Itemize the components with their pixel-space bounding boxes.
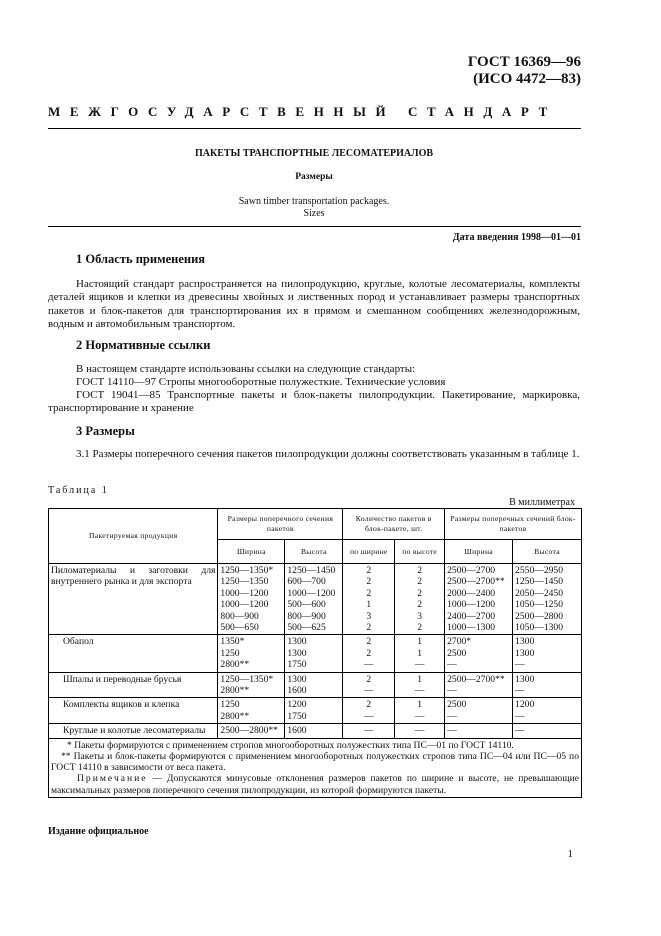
section-2-heading: 2 Нормативные ссылки [76, 338, 211, 352]
cell-by-width: 2 — [343, 672, 395, 698]
cell-block-height: 1300 — [513, 672, 582, 698]
header-rule [48, 128, 581, 129]
cell-product: Пиломатериалы и заготовки для внутреннего рынка и для экспорта [49, 564, 218, 635]
table-header-row-1 [49, 509, 582, 540]
cell-block-width: 2700* 2500 — [445, 635, 513, 672]
cell-block-height: — [513, 724, 582, 738]
cell-width: 1350* 1250 2800** [218, 635, 285, 672]
cell-height: 1300 1600 [285, 672, 343, 698]
page-number: 1 [567, 848, 573, 860]
cell-height: 1300 1300 1750 [285, 635, 343, 672]
table-remark [51, 773, 579, 795]
cell-by-width: — [343, 724, 395, 738]
section-2-ref2: ГОСТ 19041—85 Транспортные пакеты и блок-пакеты пилопродукции. Пакетирование, маркировка, транспортирование и хранение [48, 389, 580, 415]
cell-block-height: 1300 1300 — [513, 635, 582, 672]
cell-width: 2500—2800** [218, 724, 285, 738]
cell-by-height: 1 1 — [395, 635, 445, 672]
document-subtitle: Размеры [295, 172, 333, 182]
remark-label: Примечание [77, 773, 148, 785]
remark-text: — Допускаются минусовые отклонения размеров пакетов по ширине и высоте, не превышающие максимальных размеров поперечного сечения пилопродукции, из которой формируются пакеты. [51, 773, 579, 796]
cell-product: Комплекты ящиков и клепка [49, 698, 218, 724]
table-row [49, 672, 582, 698]
cell-block-width: 2500 — [445, 698, 513, 724]
cell-by-width: 2 — [343, 698, 395, 724]
header-sizes: Размеры поперечного сечения пакетов [218, 509, 343, 540]
effective-date: Дата введения 1998—01—01 [452, 232, 581, 243]
cell-product: Шпалы и переводные брусья [49, 672, 218, 698]
sizes-table [48, 508, 582, 798]
header-block-width: Ширина [445, 539, 513, 563]
note-1: * Пакеты формируются с применением стропов многооборотных полужестких типа ПС—01 по ГОСТ 14110. [67, 739, 514, 751]
cell-by-width: 2 2 — [343, 635, 395, 672]
header-count: Количество пакетов в блок-пакете, шт. [343, 509, 445, 540]
table-row [49, 724, 582, 738]
cell-block-height: 1200 — [513, 698, 582, 724]
section-1-text: Настоящий стандарт распространяется на пилопродукцию, круглые, колотые лесоматериалы, комплекты деталей ящиков и клепки из древесины хвойных и лиственных пород и устанавливает размеры транспортных пакетов и блок-пакетов для транспортирования их в прямом и смешанном сообщениях железнодорожным, водным и автомобильным транспортом. [48, 278, 580, 330]
table-notes-row [49, 738, 582, 797]
cell-by-width: 2 2 2 1 3 2 [343, 564, 395, 635]
cell-by-height: 1 — [395, 672, 445, 698]
english-title [48, 196, 580, 220]
table-notes [49, 738, 582, 797]
cell-by-height: — [395, 724, 445, 738]
interstate-standard-banner: МЕЖГОСУДАРСТВЕННЫЙ СТАНДАРТ [48, 104, 557, 119]
cell-block-height: 2550—2950 1250—1450 2050—2450 1050—1250 2500—2800 1050—1300 [513, 564, 582, 635]
note-2: ** Пакеты и блок-пакеты формируются с применением многооборотных полужестких стропов типа ПС—04 или ПС—05 по ГОСТ 14110 в зависимости от веса пакета. [51, 750, 579, 774]
section-3-text: 3.1 Размеры поперечного сечения пакетов пилопродукции должны соответствовать указанным в таблице 1. [76, 448, 580, 460]
table-caption: Таблица 1 [48, 485, 109, 496]
cell-height: 1200 1750 [285, 698, 343, 724]
header-by-height: по высоте [395, 539, 445, 563]
cell-width: 1250—1350* 2800** [218, 672, 285, 698]
cell-height: 1250—1450 600—700 1000—1200 500—600 800—900 500—625 [285, 564, 343, 635]
cell-by-height: 1 — [395, 698, 445, 724]
header-by-width: по ширине [343, 539, 395, 563]
section-2-intro: В настоящем стандарте использованы ссылки на следующие стандарты: [76, 363, 416, 375]
table-row [49, 698, 582, 724]
cell-height: 1600 [285, 724, 343, 738]
standard-code [468, 54, 581, 88]
cell-by-height: 2 2 2 2 3 2 [395, 564, 445, 635]
section-2-ref1: ГОСТ 14110—97 Стропы многооборотные полужесткие. Технические условия [76, 376, 446, 388]
cell-block-width: 2500—2700 2500—2700** 2000—2400 1000—1200 2400—2700 1000—1300 [445, 564, 513, 635]
cell-width: 1250—1350* 1250—1350 1000—1200 1000—1200 800—900 500—650 [218, 564, 285, 635]
iso-number: (ИСО 4472—83) [473, 71, 581, 87]
cell-block-width: — [445, 724, 513, 738]
section-1-heading: 1 Область применения [76, 252, 206, 266]
table-row [49, 635, 582, 672]
english-title-line2: Sizes [303, 208, 325, 219]
official-edition: Издание официальное [48, 826, 149, 837]
english-title-line1: Sawn timber transportation packages. [238, 196, 390, 207]
cell-product: Круглые и колотые лесоматериалы [49, 724, 218, 738]
header-block: Размеры поперечных сечений блок-пакетов [445, 509, 582, 540]
header-product: Пакетируемая продукция [49, 509, 218, 564]
table-unit: В миллиметрах [509, 497, 575, 508]
title-rule [48, 226, 581, 227]
cell-product: Обапол [49, 635, 218, 672]
cell-block-width: 2500—2700** — [445, 672, 513, 698]
document-title: ПАКЕТЫ ТРАНСПОРТНЫЕ ЛЕСОМАТЕРИАЛОВ [194, 148, 434, 159]
section-3-heading: 3 Размеры [76, 424, 135, 438]
header-block-height: Высота [513, 539, 582, 563]
table-row [49, 564, 582, 635]
header-height: Высота [285, 539, 343, 563]
gost-number: ГОСТ 16369—96 [467, 54, 581, 70]
cell-width: 1250 2800** [218, 698, 285, 724]
header-width: Ширина [218, 539, 285, 563]
